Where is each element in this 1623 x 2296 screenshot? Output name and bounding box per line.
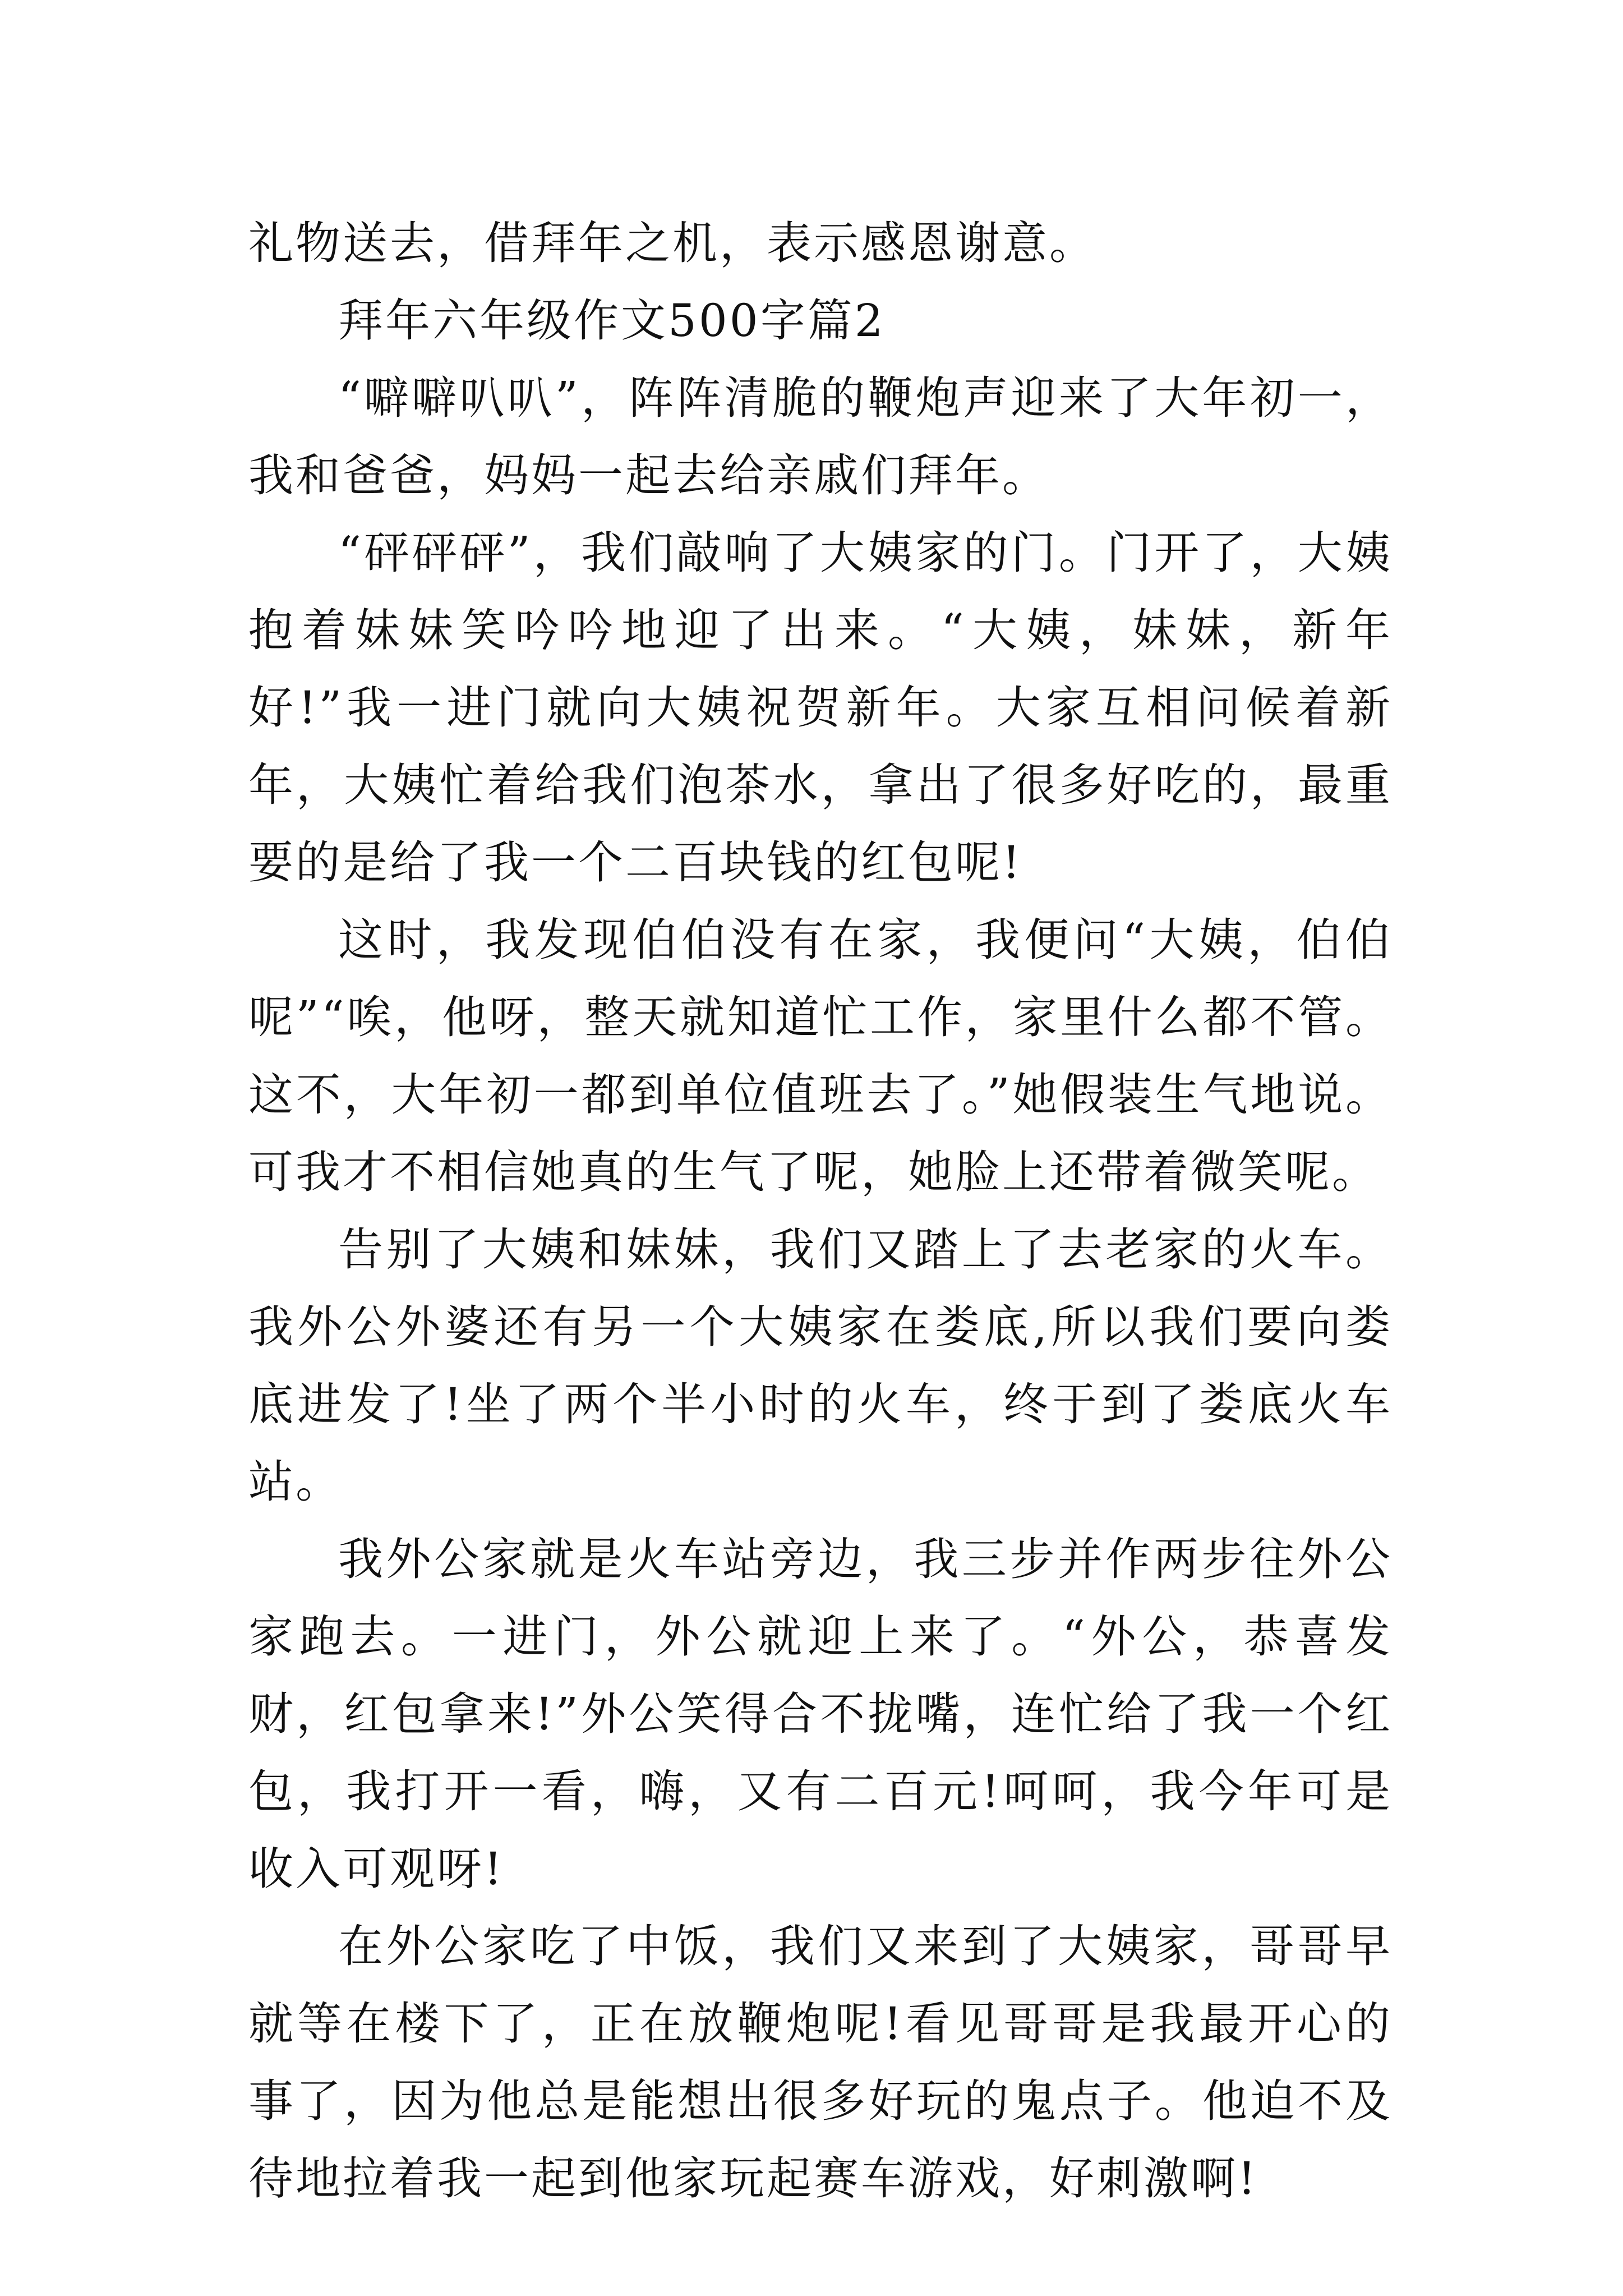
paragraph-3: 这时，我发现伯伯没有在家，我便问“大姨，伯伯呢”“唉，他呀，整天就知道忙工作，家里什么都不管。这不，大年初一都到单位值班去了。”她假装生气地说。可我才不相信她真的生气了呢，她脸上还带着微笑呢。 — [248, 914, 1393, 1198]
paragraph-1: “噼噼叭叭”，阵阵清脆的鞭炮声迎来了大年初一，我和爸爸，妈妈一起去给亲戚们拜年。 — [248, 372, 1393, 501]
paragraph-6: 在外公家吃了中饭，我们又来到了大姨家，哥哥早就等在楼下了，正在放鞭炮呢!看见哥哥是我最开心的事了，因为他总是能想出很多好玩的鬼点子。他迫不及待地拉着我一起到他家玩起赛车游戏，好刺激啊! — [248, 1920, 1393, 2205]
paragraph-2: “砰砰砰”，我们敲响了大姨家的门。门开了，大姨抱着妹妹笑吟吟地迎了出来。“大姨，妹妹，新年好!”我一进门就向大姨祝贺新年。大家互相问候着新年，大姨忙着给我们泡茶水，拿出了很多好吃的，最重要的是给了我一个二百块钱的红包呢! — [248, 527, 1393, 889]
essay-body — [248, 205, 1393, 2217]
paragraph-continuation: 礼物送去，借拜年之机，表示感恩谢意。 — [248, 217, 1096, 269]
paragraph-4: 告别了大姨和妹妹，我们又踏上了去老家的火车。我外公外婆还有另一个大姨家在娄底,所以我们要向娄底进发了!坐了两个半小时的火车，终于到了娄底火车站。 — [248, 1223, 1393, 1508]
paragraph-5: 我外公家就是火车站旁边，我三步并作两步往外公家跑去。一进门，外公就迎上来了。“外公，恭喜发财，红包拿来!”外公笑得合不拢嘴，连忙给了我一个红包，我打开一看，嗨，又有二百元!呵呵，我今年可是收入可观呀! — [248, 1533, 1393, 1895]
essay-title: 拜年六年级作文500字篇2 — [338, 295, 886, 347]
